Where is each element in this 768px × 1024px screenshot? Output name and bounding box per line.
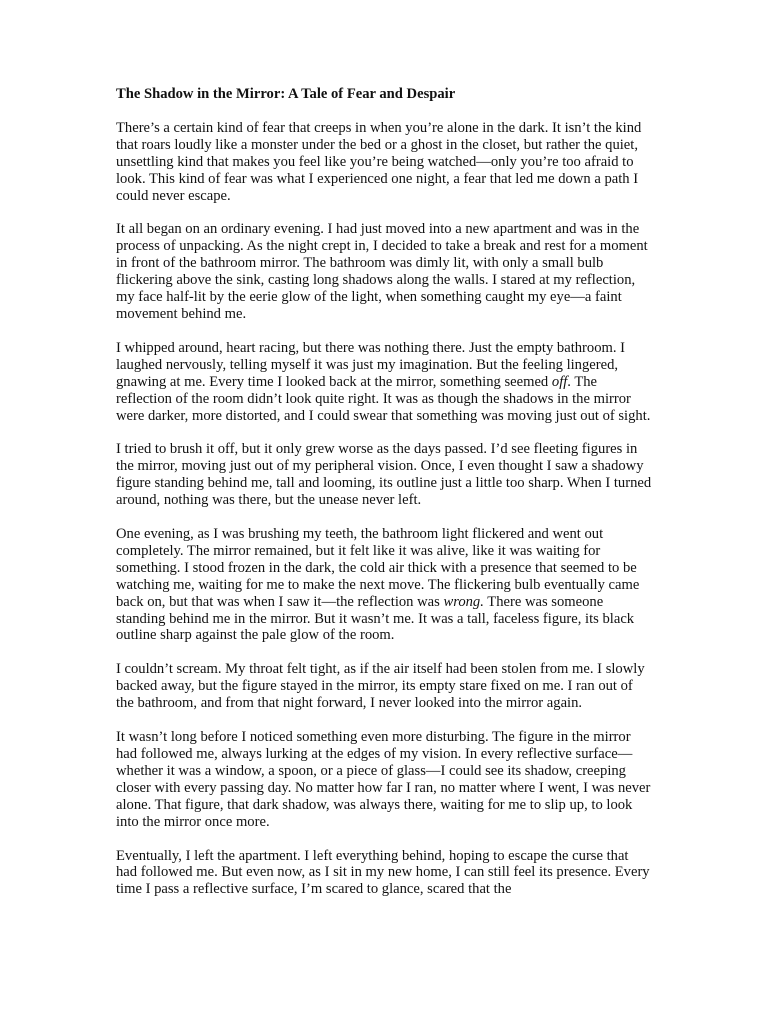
- paragraph-text: One evening, as I was brushing my teeth, the bathroom light flickered and went out completely. The mirror remained, but it felt like it was alive, like it was waiting for something. I stood frozen in the dark, the cold air thick with a presence that seemed to be watching me, waiting for me to make the next move. The flickering bulb eventually came back on, but that was when I saw it—the reflection was: [116, 526, 640, 610]
- paragraph-text: There was someone standing behind me in the mirror. But it wasn’t me. It was a tall, faceless figure, its black outline sharp against the pale glow of the room.: [116, 593, 635, 644]
- paragraph: [116, 729, 652, 830]
- paragraph: [116, 120, 652, 205]
- paragraph: [116, 340, 652, 425]
- italic-text: off: [551, 373, 568, 390]
- paragraph-text: . The reflection of the room didn’t look quite right. It was as though the shadows in the mirror were darker, more distorted, and I could swear that something was moving just out of sight.: [116, 373, 651, 424]
- paragraph: [116, 848, 652, 899]
- paragraph-text: There’s a certain kind of fear that creeps in when you’re alone in the dark. It isn’t the kind that roars loudly like a monster under the bed or a ghost in the closet, but rather the quiet, unsettling kind that makes you feel like you’re being watched—only you’re too afraid to look. This kind of fear was what I experienced one night, a fear that led me down a path I could never escape.: [116, 119, 642, 204]
- italic-text: wrong.: [443, 593, 484, 610]
- paragraph-text: I whipped around, heart racing, but there was nothing there. Just the empty bathroom. I laughed nervously, telling myself it was just my imagination. But the feeling lingered, gnawing at me. Every time I looked back at the mirror, something seemed: [116, 339, 626, 390]
- paragraph: [116, 441, 652, 509]
- paragraph: [116, 221, 652, 322]
- document-body: [116, 120, 652, 898]
- paragraph-text: It wasn’t long before I noticed something even more disturbing. The figure in the mirror had followed me, always lurking at the edges of my vision. In every reflective surface—whether it was a window, a spoon, or a piece of glass—I could see its shadow, creeping closer with every passing day. No matter how far I ran, no matter where I went, I was never alone. That figure, that dark shadow, was always there, waiting for me to slip up, to look into the mirror once more.: [116, 729, 651, 830]
- document-page: [116, 86, 652, 898]
- paragraph: [116, 661, 652, 712]
- paragraph-text: Eventually, I left the apartment. I left everything behind, hoping to escape the curse that had followed me. But even now, as I sit in my new home, I can still feel its presence. Every time I pass a reflective surface, I’m scared to glance, scared that the: [116, 847, 650, 898]
- paragraph: [116, 526, 652, 644]
- paragraph-text: I tried to brush it off, but it only grew worse as the days passed. I’d see fleeting figures in the mirror, moving just out of my peripheral vision. Once, I even thought I saw a shadowy figure standing behind me, tall and looming, its outline just a little too sharp. When I turned around, nothing was there, but the unease never left.: [116, 441, 652, 509]
- paragraph-text: I couldn’t scream. My throat felt tight, as if the air itself had been stolen from me. I slowly backed away, but the figure stayed in the mirror, its empty stare fixed on me. I ran out of the bathroom, and from that night forward, I never looked into the mirror again.: [116, 661, 645, 712]
- document-title: The Shadow in the Mirror: A Tale of Fear and Despair: [116, 86, 456, 102]
- paragraph-text: It all began on an ordinary evening. I had just moved into a new apartment and was in the process of unpacking. As the night crept in, I decided to take a break and rest for a moment in front of the bathroom mirror. The bathroom was dimly lit, with only a small bulb flickering above the sink, casting long shadows along the walls. I stared at my reflection, my face half-lit by the eerie glow of the light, when something caught my eye—a faint movement behind me.: [116, 221, 648, 322]
